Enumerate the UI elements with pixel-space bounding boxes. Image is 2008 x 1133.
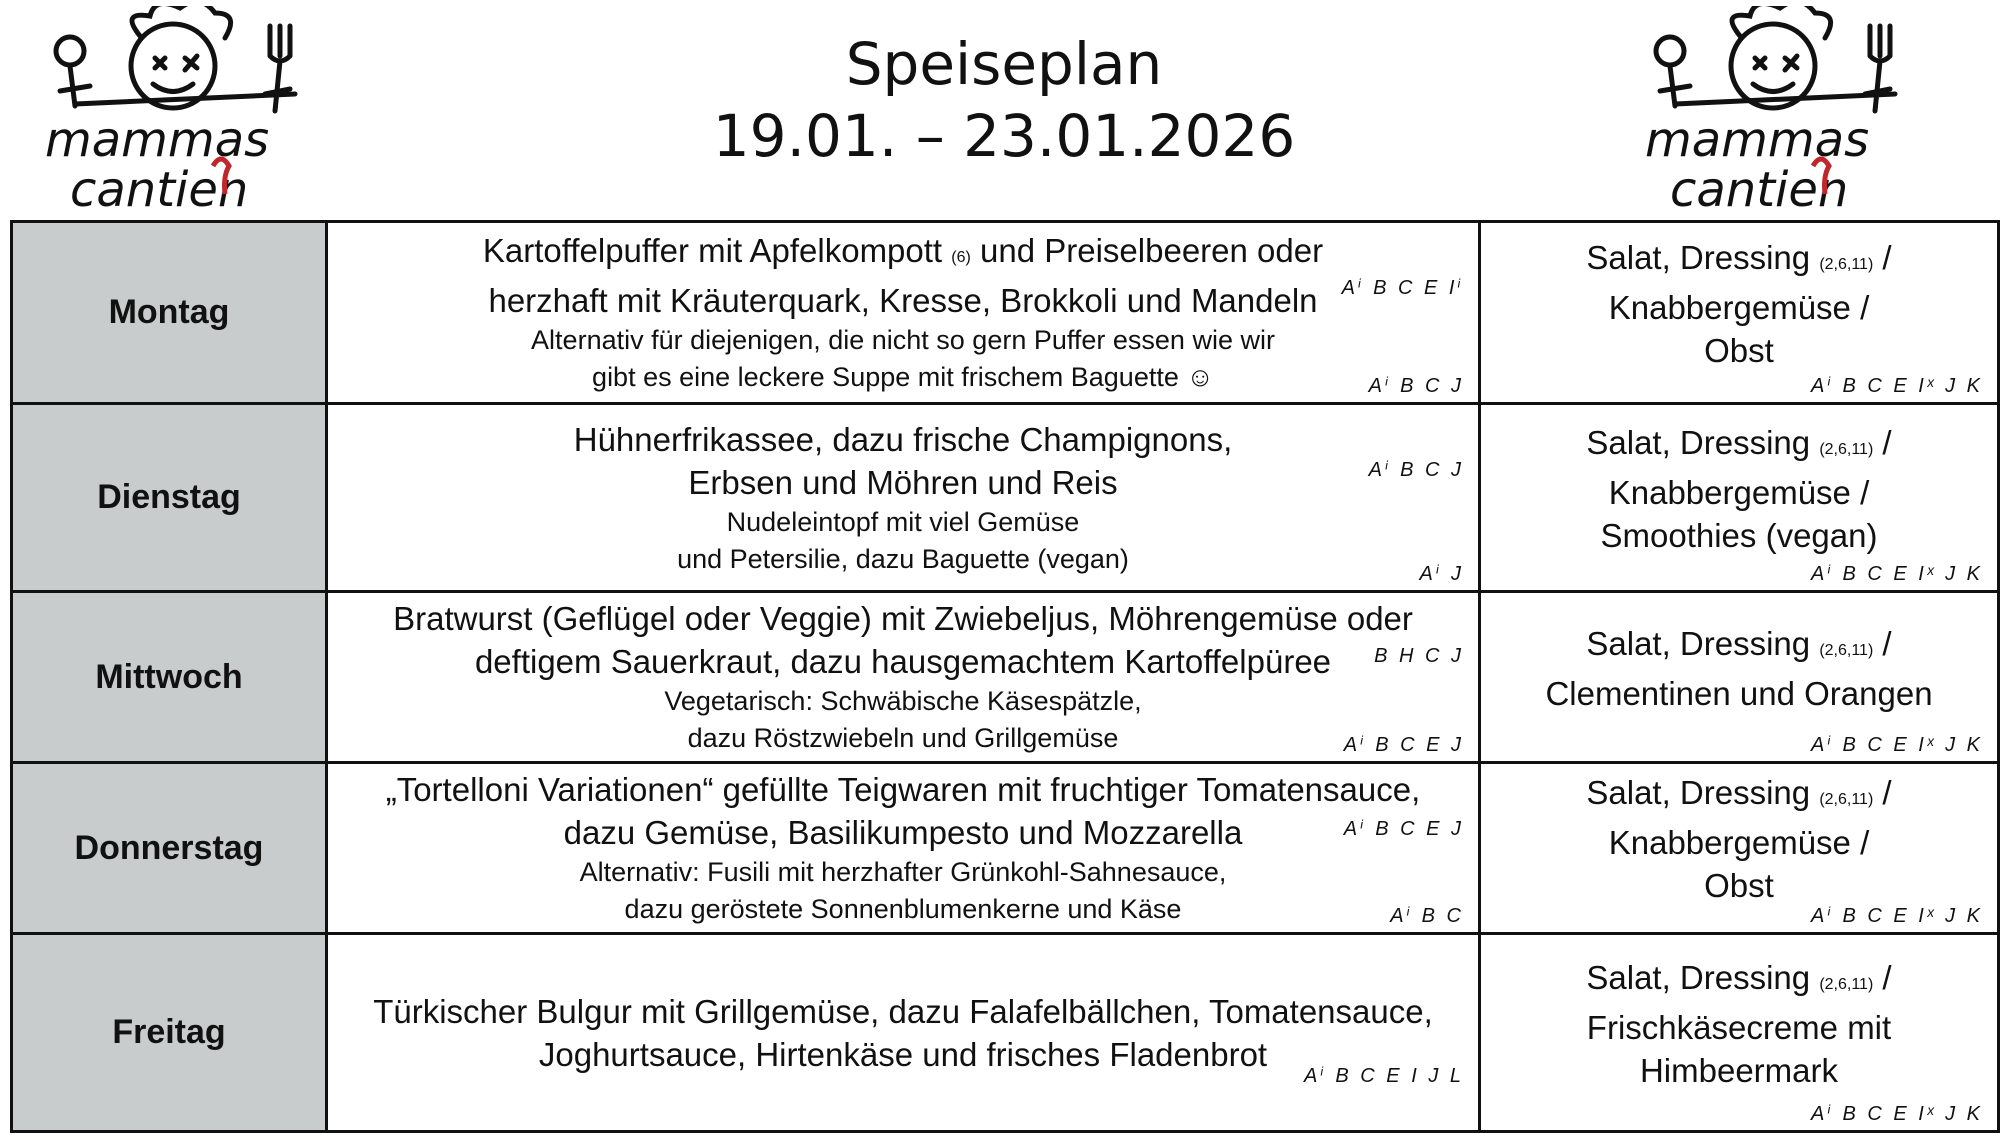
side-dish-line: Knabbergemüse /	[1608, 288, 1870, 326]
main-dish-line: Erbsen und Möhren und Reis	[688, 463, 1118, 501]
main-dish-cell	[327, 592, 1480, 763]
day-label: Mittwoch	[12, 592, 327, 763]
alternative-dish-line: und Petersilie, dazu Baguette (vegan)	[677, 543, 1129, 574]
side-dish-line: Knabbergemüse /	[1608, 473, 1870, 511]
side-dish-cell	[1480, 763, 1999, 934]
alternative-dish-line: dazu Röstzwiebeln und Grillgemüse	[687, 723, 1119, 753]
alternative-allergens: Aⁱ B C J	[1368, 375, 1464, 397]
title-block	[600, 28, 1408, 172]
additive-note: (2,6,11)	[1819, 641, 1874, 659]
main-dish-cell	[327, 934, 1480, 1132]
menu-row	[12, 404, 1999, 592]
svg-text:mammas: mammas	[1645, 112, 1870, 168]
main-allergens: Aⁱ B C J	[1368, 459, 1464, 481]
alternative-dish-line: dazu geröstete Sonnenblumenkerne und Käse	[624, 894, 1182, 924]
main-allergens: B H C J	[1374, 645, 1464, 667]
side-allergens: Aⁱ B C E Iˣ J K	[1810, 1103, 1983, 1125]
main-dish-cell	[327, 763, 1480, 934]
menu-row	[12, 934, 1999, 1132]
svg-text:cantien: cantien	[1670, 162, 1849, 216]
additive-note: (2,6,11)	[1819, 791, 1874, 808]
additive-note: (2,6,11)	[1819, 440, 1874, 458]
day-label: Montag	[12, 222, 327, 404]
main-dish-line: Türkischer Bulgur mit Grillgemüse, dazu Falafelbällchen, Tomatensauce,	[373, 992, 1433, 1030]
additive-note: (6)	[951, 249, 971, 266]
main-dish-line: „Tortelloni Variationen“ gefüllte Teigwaren mit fruchtiger Tomatensauce,	[385, 771, 1421, 808]
mammas-cantien-logo	[1645, 6, 1945, 216]
alternative-dish-line: Alternativ für diejenigen, die nicht so gern Puffer essen wie wir	[531, 325, 1275, 355]
main-dish-line: Kartoffelpuffer mit Apfelkompott (6) und Preiselbeeren oder	[482, 232, 1324, 269]
page-title: Speiseplan	[845, 30, 1163, 98]
side-dish-line: Obst	[1704, 867, 1774, 904]
alternative-allergens: Aⁱ J	[1419, 563, 1464, 585]
main-dish-cell	[327, 404, 1480, 592]
day-label: Freitag	[12, 934, 327, 1132]
main-dish-line: Hühnerfrikassee, dazu frische Champignons,	[573, 420, 1233, 458]
side-dish-line: Clementinen und Orangen	[1545, 674, 1933, 712]
main-dish-line: herzhaft mit Kräuterquark, Kresse, Brokkoli und Mandeln	[488, 282, 1318, 319]
day-label: Dienstag	[12, 404, 327, 592]
additive-note: (2,6,11)	[1819, 255, 1874, 273]
side-dish-line: Salat, Dressing (2,6,11) /	[1586, 423, 1892, 461]
menu-table	[10, 220, 2000, 1133]
alternative-dish-line: gibt es eine leckere Suppe mit frischem Baguette ☺	[592, 362, 1214, 392]
main-dish-cell	[327, 222, 1480, 404]
page-header	[0, 0, 2008, 218]
alternative-dish-line: Nudeleintopf mit viel Gemüse	[726, 506, 1080, 537]
side-dish-cell	[1480, 934, 1999, 1132]
side-dish-cell	[1480, 592, 1999, 763]
side-allergens: Aⁱ B C E Iˣ J K	[1810, 563, 1983, 585]
side-dish-line: Salat, Dressing (2,6,11) /	[1586, 958, 1892, 996]
side-allergens: Aⁱ B C E Iˣ J K	[1810, 734, 1983, 756]
main-dish-line: dazu Gemüse, Basilikumpesto und Mozzarella	[563, 814, 1243, 851]
alternative-dish-line: Alternativ: Fusili mit herzhafter Grünkohl-Sahnesauce,	[579, 857, 1227, 887]
main-allergens: Aⁱ B C E Iⁱ	[1341, 277, 1464, 299]
day-label: Donnerstag	[12, 763, 327, 934]
main-allergens: Aⁱ B C E J	[1343, 818, 1464, 840]
alternative-allergens: Aⁱ B C E J	[1343, 734, 1464, 756]
menu-row	[12, 222, 1999, 404]
svg-text:cantien: cantien	[70, 162, 249, 216]
side-dish-cell	[1480, 404, 1999, 592]
side-dish-line: Himbeermark	[1639, 1051, 1839, 1089]
side-dish-line: Salat, Dressing (2,6,11) /	[1586, 624, 1892, 662]
main-dish-line: Bratwurst (Geflügel oder Veggie) mit Zwiebeljus, Möhrengemüse oder	[393, 600, 1413, 637]
side-allergens: Aⁱ B C E Iˣ J K	[1810, 375, 1983, 397]
additive-note: (2,6,11)	[1819, 975, 1874, 993]
side-dish-line: Smoothies (vegan)	[1600, 516, 1878, 554]
main-dish-line: Joghurtsauce, Hirtenkäse und frisches Fladenbrot	[538, 1035, 1268, 1073]
main-dish-line: deftigem Sauerkraut, dazu hausgemachtem Kartoffelpüree	[474, 643, 1332, 680]
side-dish-line: Salat, Dressing (2,6,11) /	[1586, 238, 1892, 276]
side-dish-cell	[1480, 222, 1999, 404]
alternative-allergens: Aⁱ B C	[1390, 905, 1464, 927]
alternative-dish-line: Vegetarisch: Schwäbische Käsespätzle,	[664, 686, 1142, 716]
side-dish-line: Obst	[1704, 331, 1774, 369]
side-dish-line: Salat, Dressing (2,6,11) /	[1586, 774, 1892, 811]
side-dish-line: Knabbergemüse /	[1608, 824, 1870, 861]
svg-text:mammas: mammas	[45, 112, 270, 168]
menu-row	[12, 592, 1999, 763]
side-dish-line: Frischkäsecreme mit	[1586, 1008, 1892, 1046]
mammas-cantien-logo	[45, 6, 345, 216]
date-range: 19.01. – 23.01.2026	[712, 102, 1296, 170]
main-allergens: Aⁱ B C E I J L	[1303, 1065, 1464, 1087]
menu-row	[12, 763, 1999, 934]
side-allergens: Aⁱ B C E Iˣ J K	[1810, 905, 1983, 927]
